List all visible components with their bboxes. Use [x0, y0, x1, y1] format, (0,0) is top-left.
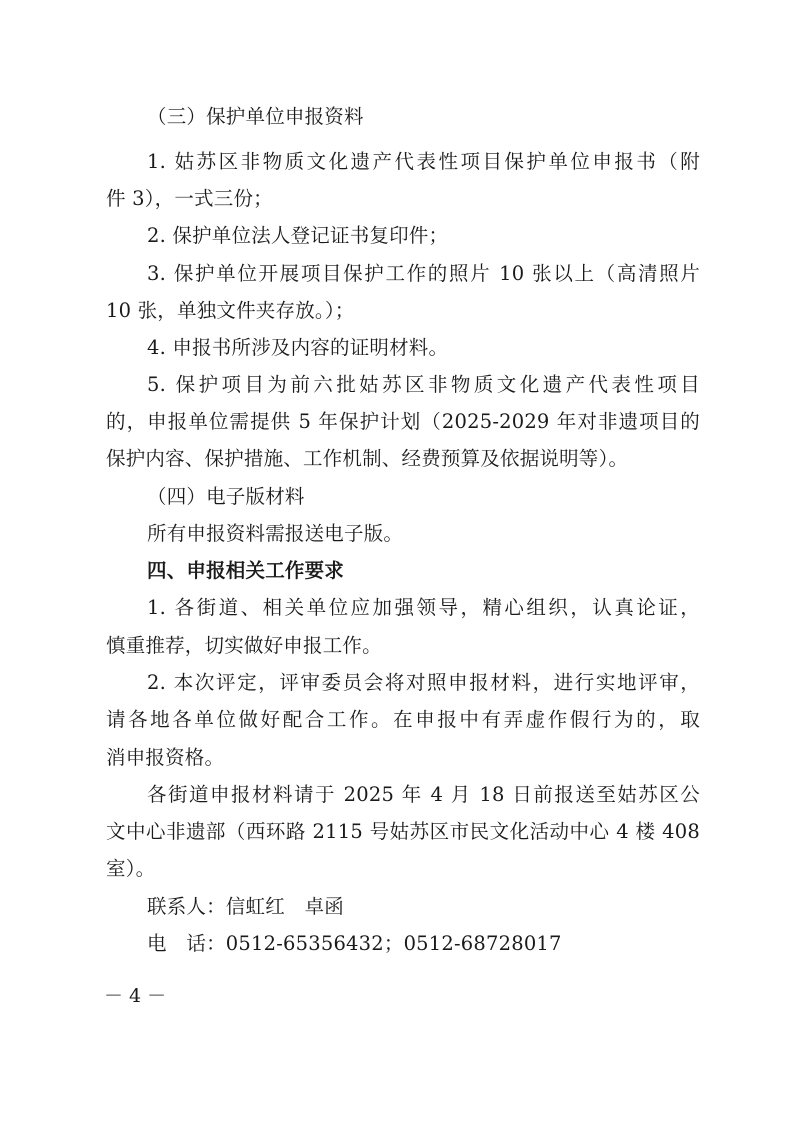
submission-line-3: 室）。: [106, 857, 156, 880]
requirement-2-line-3: 消申报资格。: [106, 746, 225, 769]
list-item-5-line-2: 的，申报单位需提供 5 年保护计划（2025-2029 年对非遗项目的: [106, 410, 700, 433]
submission-line-2: 文中心非遗部（西环路 2115 号姑苏区市民文化活动中心 4 楼 408: [106, 820, 700, 843]
requirement-2-line-1: 2. 本次评定，评审委员会将对照申报材料，进行实地评审，: [147, 671, 700, 694]
contact-person: 联系人：信虹红 卓函: [147, 895, 345, 918]
contact-phone: 电 话：0512-65356432；0512-68728017: [147, 932, 562, 955]
section-heading-requirements: 四、申报相关工作要求: [147, 559, 345, 582]
page-number: － 4 －: [104, 985, 167, 1007]
list-item-2: 2. 保护单位法人登记证书复印件；: [147, 224, 449, 247]
section-heading-electronic-materials: （四）电子版材料: [147, 485, 305, 508]
list-item-5-line-3: 保护内容、保护措施、工作机制、经费预算及依据说明等）。: [106, 447, 629, 470]
section-heading-protection-unit-materials: （三）保护单位申报资料: [147, 105, 364, 128]
list-item-3-line-2: 10 张，单独文件夹存放。）；: [106, 299, 355, 322]
requirement-1-line-2: 慎重推荐，切实做好申报工作。: [106, 634, 382, 657]
requirement-2-line-2: 请各地各单位做好配合工作。在申报中有弄虚作假行为的，取: [106, 708, 700, 731]
list-item-1-line-1: 1. 姑苏区非物质文化遗产代表性项目保护单位申报书（附: [147, 150, 700, 173]
list-item-3-line-1: 3. 保护单位开展项目保护工作的照片 10 张以上（高清照片: [147, 262, 700, 285]
electronic-materials-text: 所有申报资料需报送电子版。: [147, 522, 404, 545]
requirement-1-line-1: 1. 各街道、相关单位应加强领导，精心组织，认真论证，: [147, 596, 700, 619]
list-item-1-line-2: 件 3），一式三份；: [106, 187, 273, 210]
list-item-4: 4. 申报书所涉及内容的证明材料。: [147, 336, 449, 359]
list-item-5-line-1: 5. 保护项目为前六批姑苏区非物质文化遗产代表性项目: [147, 373, 700, 396]
submission-line-1: 各街道申报材料请于 2025 年 4 月 18 日前报送至姑苏区公: [147, 783, 700, 806]
